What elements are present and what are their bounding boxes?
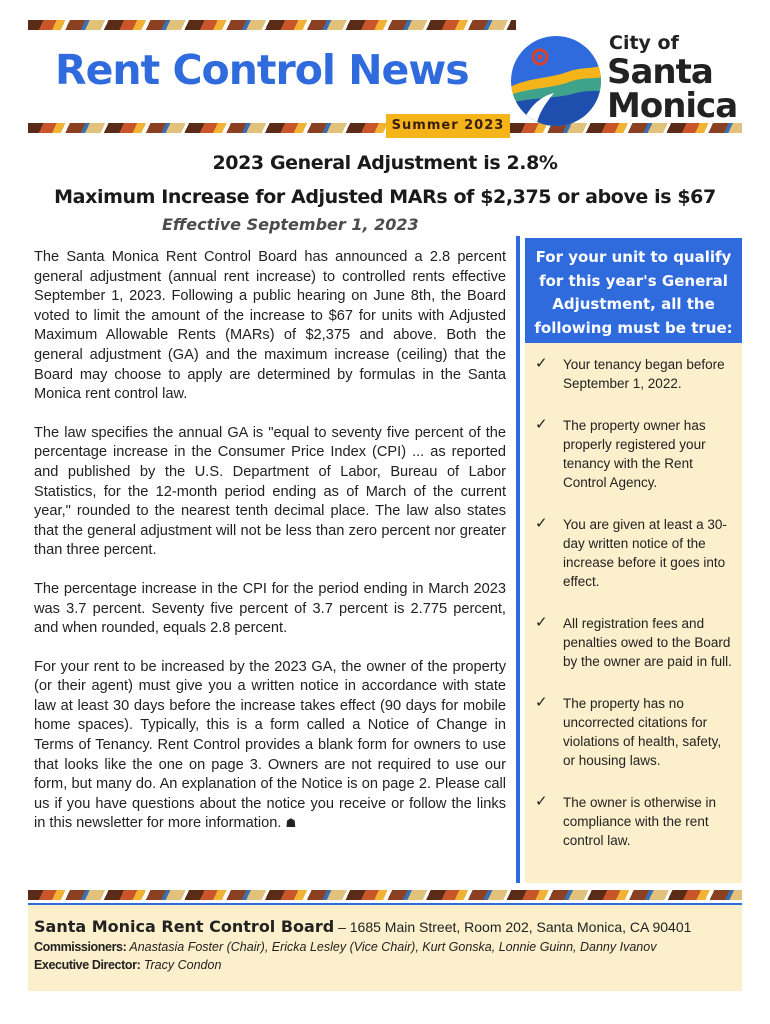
criteria-text: The property owner has properly registered your tenancy with the Rent Control Agency. <box>563 418 706 490</box>
checkmark-icon: ✓ <box>535 415 548 433</box>
criteria-text: You are given at least a 30-day written notice of the increase before it goes into effect. <box>563 517 727 589</box>
commissioners-line <box>34 940 742 954</box>
director-name: Tracy Condon <box>140 958 222 972</box>
criteria-item <box>533 793 732 850</box>
qualification-sidebar <box>525 238 742 883</box>
criteria-text: The owner is otherwise in compliance with the rent control law. <box>563 795 717 848</box>
article-paragraph: The law specifies the annual GA is "equal to seventy five percent of the percentage increase in the Consumer Price Index (CPI) ... as reported and published by the U.S. Department of Labor, Bureau of Labor Statistics, for the 12-month period ending as of March of the current year," rounded to the nearest tenth decimal place. The law also states that the general adjustment will not be less than zero percent nor greater than three percent. <box>34 424 506 559</box>
criteria-list <box>525 343 742 850</box>
headline-primary: 2023 General Adjustment is 2.8% <box>212 152 558 174</box>
city-of-label: City of <box>609 32 679 54</box>
criteria-text: All registration fees and penalties owed to the Board by the owner are paid in full. <box>563 616 732 669</box>
sidebar-header: For your unit to qualify for this year's General Adjustment, all the following must be true: <box>525 238 742 343</box>
end-mark-icon: ☗ <box>285 816 297 831</box>
decorative-stripe-bottom <box>28 890 742 900</box>
footer-address-line <box>34 917 742 936</box>
director-line <box>34 958 742 972</box>
commissioners-label: Commissioners: <box>34 940 127 954</box>
city-name-santa: Santa <box>607 52 713 92</box>
board-name: Santa Monica Rent Control Board <box>34 917 335 936</box>
checkmark-icon: ✓ <box>535 792 548 810</box>
city-seal-logo <box>510 35 602 127</box>
headline-secondary: Maximum Increase for Adjusted MARs of $2,375 or above is $67 <box>54 186 716 208</box>
criteria-item <box>533 416 732 492</box>
board-address: – 1685 Main Street, Room 202, Santa Monica, CA 90401 <box>334 919 692 935</box>
director-label: Executive Director: <box>34 958 141 972</box>
article-paragraph-text: For your rent to be increased by the 2023 GA, the owner of the property (or their agent) must give you a written notice in accordance with state law at least 30 days before the increase takes effect (90 days for mobile home spaces). Typically, this is a form called a Notice of Change in Terms of Tenancy. Rent Control provides a blank form for owners to use that looks like the one on page 3. Owners are not required to use our form, but many do. An explanation of the Notice is on page 2. Please call us if you have questions about the notice you receive or follow the links in this newsletter for more information. <box>34 658 506 832</box>
main-article <box>34 248 506 853</box>
criteria-text: Your tenancy began before September 1, 2022. <box>563 357 725 391</box>
footer <box>28 905 742 991</box>
sidebar-divider <box>516 236 520 883</box>
article-paragraph <box>34 658 506 834</box>
article-paragraph: The Santa Monica Rent Control Board has announced a 2.8 percent general adjustment (annual rent increase) to controlled rents effective September 1, 2023. Following a public hearing on June 8th, the Board voted to limit the amount of the increase to $67 for units with Adjusted Maximum Allowable Rents (MARs) of $2,375 and above. Both the general adjustment (GA) and the maximum increase (ceiling) that the Board may choose to apply are determined by formulas in the Santa Monica rent control law. <box>34 249 506 403</box>
effective-date: Effective September 1, 2023 <box>162 215 419 234</box>
criteria-item <box>533 515 732 591</box>
article-paragraph: The percentage increase in the CPI for the period ending in March 2023 was 3.7 percent. Seventy five percent of 3.7 percent is 2.775 percent, and when rounded, equals 2.8 percent. <box>34 580 506 637</box>
decorative-stripe-top <box>28 20 516 30</box>
checkmark-icon: ✓ <box>535 514 548 532</box>
criteria-item <box>533 614 732 671</box>
criteria-text: The property has no uncorrected citations for violations of health, safety, or housing laws. <box>563 696 722 768</box>
checkmark-icon: ✓ <box>535 354 548 372</box>
issue-badge: Summer 2023 <box>386 114 510 138</box>
newsletter-title: Rent Control News <box>55 46 469 94</box>
checkmark-icon: ✓ <box>535 693 548 711</box>
criteria-item <box>533 694 732 770</box>
criteria-item <box>533 355 732 393</box>
checkmark-icon: ✓ <box>535 613 548 631</box>
commissioners-names: Anastasia Foster (Chair), Ericka Lesley (Vice Chair), Kurt Gonska, Lonnie Guinn, Danny Ivanov <box>126 940 657 954</box>
city-name-monica: Monica <box>607 86 738 126</box>
decorative-stripe-left <box>28 123 386 133</box>
